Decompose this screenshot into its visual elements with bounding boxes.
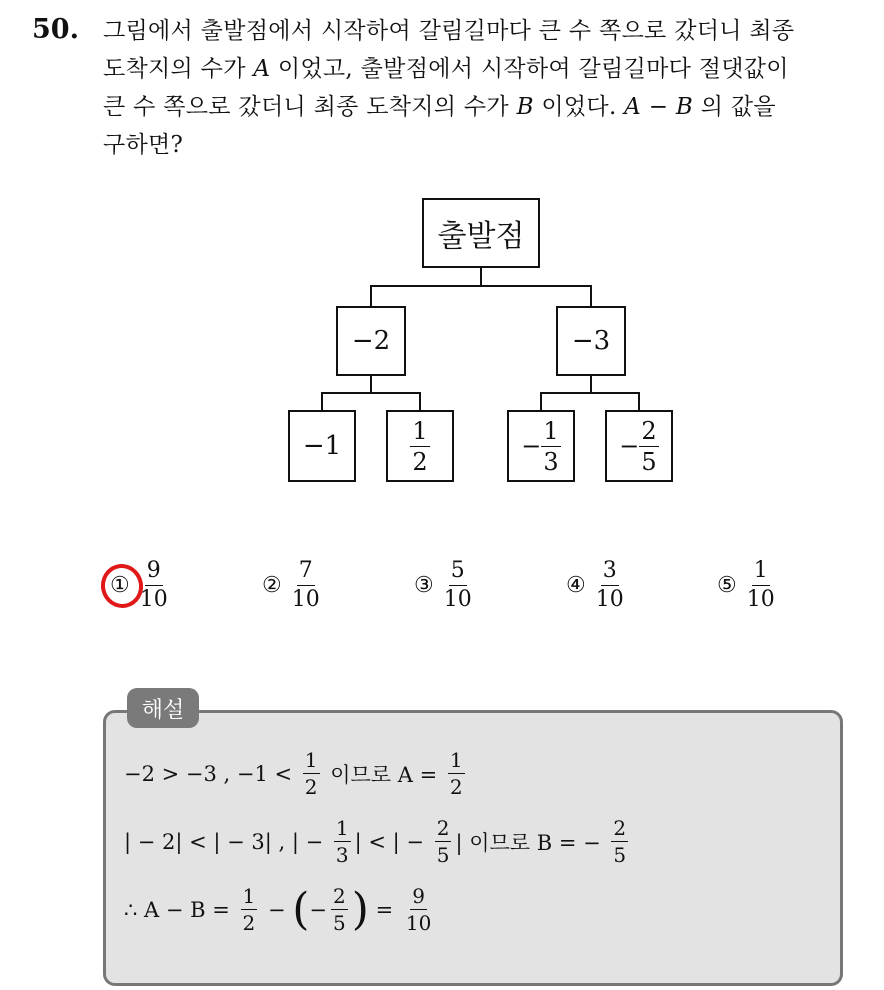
fraction: $\frac{1}{2}$ xyxy=(412,416,428,476)
tree-leaf-1 xyxy=(288,410,356,482)
connector xyxy=(540,392,640,394)
close-paren: ) xyxy=(351,883,369,935)
tree-root-label: 출발점 xyxy=(437,219,525,254)
question-line-1: 그림에서 출발점에서 시작하여 갈림길마다 큰 수 쪽으로 갔더니 최종 xyxy=(103,18,795,44)
choice-3[interactable] xyxy=(414,560,474,611)
choice-3-mark: ③ xyxy=(414,573,434,598)
tree-leaf-4 xyxy=(605,410,673,482)
solution-tag: 해설 xyxy=(127,688,199,728)
connector xyxy=(321,392,421,394)
choice-4-fraction: $\frac{3}{10}$ xyxy=(595,558,624,612)
choice-5[interactable] xyxy=(717,560,777,611)
minus-sign: − xyxy=(619,432,640,460)
variable-a: A xyxy=(253,56,271,82)
open-paren: ( xyxy=(292,883,310,935)
question-line-3: 큰 수 쪽으로 갔더니 최종 도착지의 수가 B 이었다. A − B 의 값을 xyxy=(103,94,776,120)
fraction: $\frac{1}{2}$ xyxy=(242,884,256,935)
choice-2-fraction: $\frac{7}{10}$ xyxy=(291,558,320,612)
fraction: $\frac{2}{5}$ xyxy=(641,416,657,476)
fraction: $\frac{1}{2}$ xyxy=(304,748,318,799)
question-number: 50. xyxy=(32,14,79,45)
fraction: $\frac{2}{5}$ xyxy=(333,884,346,935)
choice-2[interactable] xyxy=(262,560,322,611)
fraction: $\frac{1}{2}$ xyxy=(449,748,463,799)
connector xyxy=(321,392,323,411)
question-text xyxy=(103,12,863,164)
connector xyxy=(590,285,592,307)
choice-1[interactable] xyxy=(110,560,170,611)
connector xyxy=(480,268,482,286)
choice-5-fraction: $\frac{1}{10}$ xyxy=(746,558,775,612)
choice-2-mark: ② xyxy=(262,573,282,598)
connector xyxy=(370,285,592,287)
choice-4[interactable] xyxy=(566,560,626,611)
tree-node-left xyxy=(336,306,406,376)
tree-leaf-2 xyxy=(386,410,454,482)
tree-node-left-value: −2 xyxy=(351,326,391,356)
connector xyxy=(370,376,372,393)
tree-node-right xyxy=(556,306,626,376)
solution-line-3: ∴ A − B = $\frac{1}{2}$ − ( − $\frac{2}{5}$ ) = $\frac{9}{10}$ xyxy=(124,883,432,935)
choice-4-mark: ④ xyxy=(566,573,586,598)
minus-sign: − xyxy=(521,432,542,460)
connector xyxy=(638,392,640,411)
fraction: $\frac{2}{5}$ xyxy=(613,816,627,867)
solution-line-1: −2 > −3 , −1 < $\frac{1}{2}$ 이므로 A = $\frac{1}{2}$ xyxy=(124,748,463,799)
fraction: $\frac{1}{3}$ xyxy=(543,416,559,476)
tree-leaf-3 xyxy=(507,410,575,482)
tree-node-right-value: −3 xyxy=(571,326,611,356)
fraction: $\frac{2}{5}$ xyxy=(436,816,450,867)
variable-b: B xyxy=(516,94,534,120)
choice-1-mark: ① xyxy=(110,573,130,598)
solution-line-2: | − 2| < | − 3| , | − $\frac{1}{3}$ | < | − $\frac{2}{5}$ | 이므로 B = − $\frac{2}{5}$ xyxy=(124,816,627,867)
question-line-4: 구하면? xyxy=(103,132,184,158)
connector xyxy=(370,285,372,307)
connector xyxy=(540,392,542,411)
choice-5-mark: ⑤ xyxy=(717,573,737,598)
choice-3-fraction: $\frac{5}{10}$ xyxy=(443,558,472,612)
tree-root-box xyxy=(422,198,540,268)
connector xyxy=(590,376,592,393)
expression-a-minus-b: A − B xyxy=(624,94,694,120)
fraction: $\frac{9}{10}$ xyxy=(405,884,432,935)
tree-leaf-1-value: −1 xyxy=(302,431,342,461)
choice-1-fraction: $\frac{9}{10}$ xyxy=(139,558,168,612)
connector xyxy=(419,392,421,411)
fraction: $\frac{1}{3}$ xyxy=(335,816,349,867)
question-line-2: 도착지의 수가 A 이었고, 출발점에서 시작하여 갈림길마다 절댓값이 xyxy=(103,56,789,82)
